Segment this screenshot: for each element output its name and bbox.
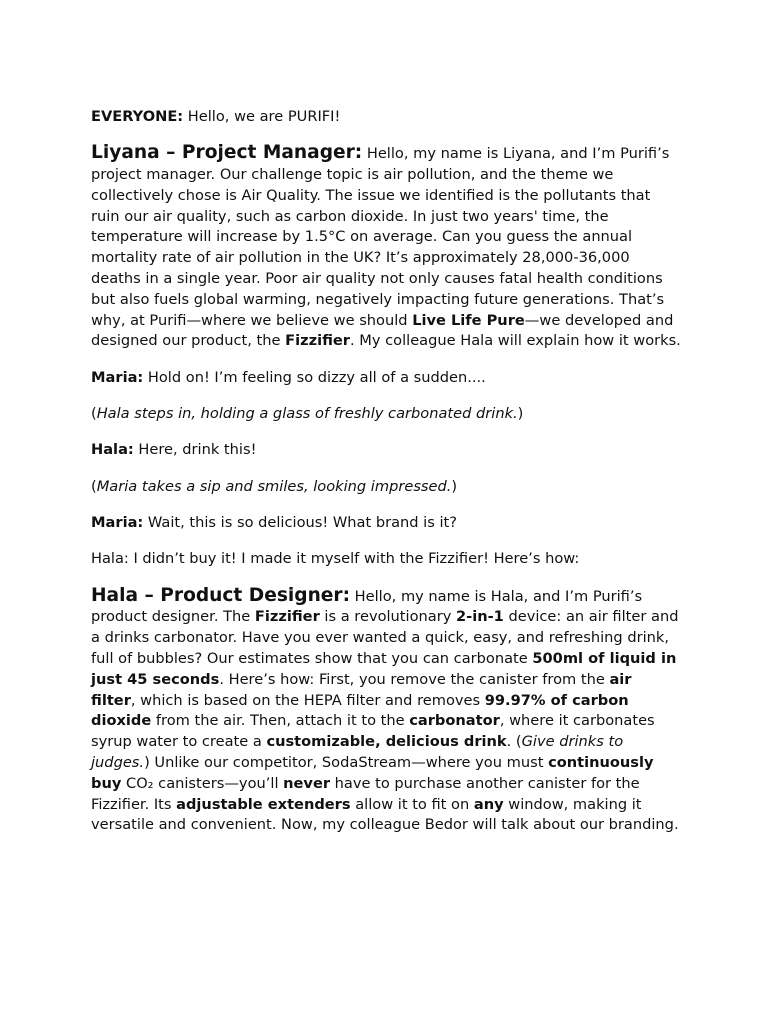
text-run: from the air. Then, attach it to the bbox=[151, 712, 410, 730]
paragraph-everyone bbox=[91, 107, 681, 128]
text-run: have to purchase another canister for the Fizzifier. Its bbox=[91, 774, 640, 813]
dialogue-text: Hala: I didn’t buy it! I made it myself with the Fizzifier! Here’s how: bbox=[91, 550, 580, 568]
speaker-label: Maria: bbox=[91, 513, 144, 531]
paren-close: ) bbox=[517, 405, 524, 423]
stage-direction-text: Hala steps in, holding a glass of freshly carbonated drink. bbox=[96, 405, 518, 423]
speaker-label: Maria: bbox=[91, 368, 144, 386]
bold-run: air filter bbox=[91, 670, 632, 709]
section-heading-liyana: Liyana – Project Manager: bbox=[91, 142, 363, 164]
text-run: Hello, my name is Liyana, and I’m Purifi’s project manager. Our challenge topic is air pollution, and the theme we collectively chose is Air Quality. The issue we identified is the pollutants that ruin our air quality, such as carbon dioxide. In just two years' time, the temperature will increase by 1.5°C on average. Can you guess the annual mortality rate of air pollution in the UK? It’s approximately 28,000-36,000 deaths in a single year. Poor air quality not only causes fatal health conditions but also fuels global warming, negatively impacting future generations. That’s why, at Purifi—where we believe we should bbox=[91, 145, 670, 329]
stage-direction-1 bbox=[91, 404, 681, 425]
text-run: . Here’s how: First, you remove the canister from the bbox=[219, 670, 610, 688]
bold-run: adjustable extenders bbox=[176, 795, 351, 813]
text-run: , where it carbonates syrup water to create a bbox=[91, 712, 655, 751]
text-run: allow it to fit on bbox=[350, 795, 474, 813]
paragraph-liyana bbox=[91, 143, 681, 352]
bold-run: carbonator bbox=[409, 712, 500, 730]
text-run: is a revolutionary bbox=[319, 608, 456, 626]
bold-run: Live Life Pure bbox=[412, 311, 525, 329]
bold-run: 500ml of liquid in just 45 seconds bbox=[91, 649, 677, 688]
bold-run: 99.97% of carbon dioxide bbox=[91, 691, 629, 730]
bold-run: customizable, delicious drink bbox=[266, 733, 507, 751]
paren-open: ( bbox=[91, 477, 97, 495]
paragraph-maria-2 bbox=[91, 513, 681, 534]
paragraph-hala-2 bbox=[91, 549, 681, 570]
bold-run: 2-in-1 bbox=[455, 608, 504, 626]
bold-run: continuously buy bbox=[91, 753, 654, 792]
text-run: . My colleague Hala will explain how it works. bbox=[349, 332, 681, 350]
italic-run: Give drinks to judges. bbox=[91, 733, 624, 771]
dialogue-text: Here, drink this! bbox=[133, 441, 257, 459]
bold-run: never bbox=[283, 774, 331, 792]
bold-run: Fizzifier bbox=[285, 332, 350, 350]
section-heading-hala: Hala – Product Designer: bbox=[91, 584, 351, 606]
paragraph-hala-product bbox=[91, 586, 681, 837]
text-run: window, making it versatile and convenient. Now, my colleague Bedor will talk about our branding. bbox=[91, 795, 679, 834]
text-run: —we developed and designed our product, the bbox=[91, 311, 674, 350]
paragraph-maria-1 bbox=[91, 368, 681, 389]
stage-direction-2 bbox=[91, 477, 681, 498]
dialogue-text: Wait, this is so delicious! What brand is it? bbox=[143, 513, 457, 531]
bold-run: any bbox=[473, 795, 504, 813]
text-run: Hello, my name is Hala, and I’m Purifi’s product designer. The bbox=[91, 587, 643, 626]
dialogue-text: Hello, we are PURIFI! bbox=[183, 108, 341, 125]
stage-direction-text: Maria takes a sip and smiles, looking impressed. bbox=[96, 477, 452, 495]
text-run: ) Unlike our competitor, SodaStream—where you must bbox=[144, 753, 549, 771]
paragraph-hala-1 bbox=[91, 440, 681, 461]
speaker-label: Hala: bbox=[91, 441, 134, 459]
paren-close: ) bbox=[451, 477, 458, 495]
text-run: device: an air filter and a drinks carbonator. Have you ever wanted a quick, easy, and refreshing drink, full of bubbles? Our estimates show that you can carbonate bbox=[91, 608, 679, 667]
dialogue-text: Hold on! I’m feeling so dizzy all of a sudden.... bbox=[143, 368, 486, 386]
document-page bbox=[91, 107, 681, 852]
text-run: , which is based on the HEPA filter and removes bbox=[130, 691, 485, 709]
text-run: . ( bbox=[506, 733, 522, 751]
speaker-label: EVERYONE: bbox=[91, 108, 184, 125]
text-run: CO₂ canisters—you’ll bbox=[121, 774, 284, 792]
paren-open: ( bbox=[91, 405, 97, 423]
bold-run: Fizzifier bbox=[254, 608, 320, 626]
